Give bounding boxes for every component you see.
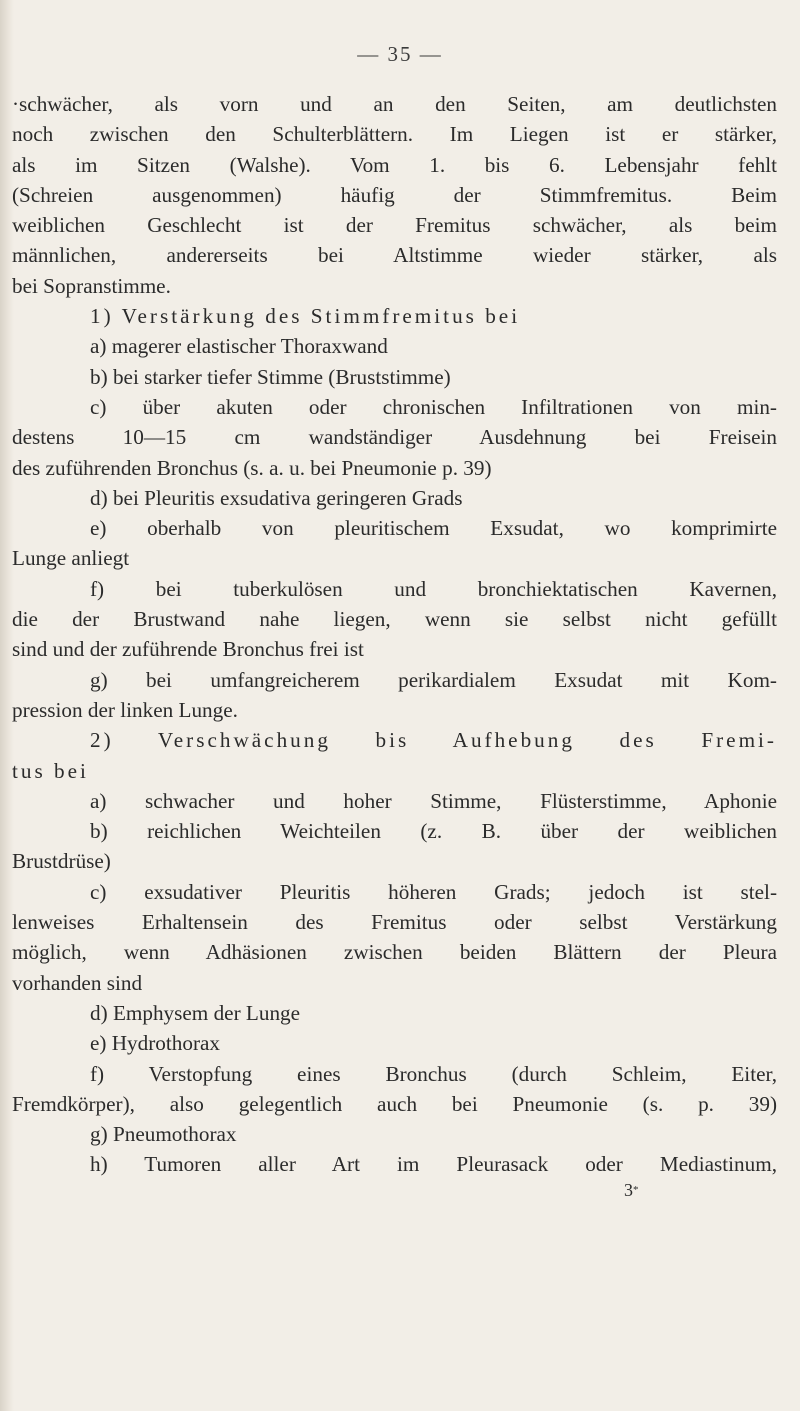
- list-item: d) Emphysem der Lunge: [90, 1000, 301, 1025]
- text-line: (Schreien ausgenommen) häufig der Stimmfremitus. Beim: [12, 182, 777, 207]
- list-item: b) reichlichen Weichteilen (z. B. über der weiblichen: [90, 819, 777, 844]
- section-heading: 1) Verstärkung des Stimmfremitus bei: [90, 304, 521, 329]
- text-line: destens 10—15 cm wandständiger Ausdehnung bei Freisein: [12, 425, 777, 450]
- list-item: f) bei tuberkulösen und bronchiektatischen Kavernen,: [90, 576, 777, 601]
- text-line: als im Sitzen (Walshe). Vom 1. bis 6. Lebensjahr fehlt: [12, 152, 777, 177]
- section-heading: 2) Verschwächung bis Aufhebung des Fremi-: [90, 728, 777, 753]
- text-line: Fremdkörper), also gelegentlich auch bei Pneumonie (s. p. 39): [12, 1091, 777, 1116]
- list-item: e) Hydrothorax: [90, 1031, 221, 1056]
- signature-asterisk: *: [633, 1183, 639, 1196]
- list-item: h) Tumoren aller Art im Pleurasack oder Mediastinum,: [90, 1152, 777, 1177]
- list-item: g) bei umfangreicherem perikardialem Exsudat mit Kom-: [90, 667, 777, 692]
- text-line: die der Brustwand nahe liegen, wenn sie selbst nicht gefüllt: [12, 607, 777, 632]
- text-line: Brustdrüse): [12, 849, 111, 874]
- text-line: pression der linken Lunge.: [12, 697, 238, 722]
- text-line: vorhanden sind: [12, 970, 143, 995]
- body-text: [12, 89, 777, 1200]
- list-item: b) bei starker tiefer Stimme (Bruststimme): [90, 364, 451, 389]
- text-line: bei Sopranstimme.: [12, 273, 171, 298]
- text-line: ·schwächer, als vorn und an den Seiten, am deutlichsten: [12, 92, 777, 116]
- signature-mark: [12, 1180, 777, 1200]
- page-number: — 35 —: [357, 42, 443, 66]
- text-line: männlichen, andererseits bei Altstimme wieder stärker, als: [12, 243, 777, 268]
- text-line: möglich, wenn Adhäsionen zwischen beiden Blättern der Pleura: [12, 940, 777, 965]
- text-line: Lunge anliegt: [12, 546, 130, 571]
- text-line: lenweises Erhaltensein des Fremitus oder selbst Verstärkung: [12, 910, 777, 935]
- text-line: des zuführenden Bronchus (s. a. u. bei Pneumonie p. 39): [12, 455, 492, 480]
- text-line: weiblichen Geschlecht ist der Fremitus schwächer, als beim: [12, 213, 777, 238]
- text-line: sind und der zuführende Bronchus frei ist: [12, 637, 364, 662]
- list-item: c) exsudativer Pleuritis höheren Grads; jedoch ist stel-: [90, 879, 777, 904]
- list-item: d) bei Pleuritis exsudativa geringeren Grads: [90, 485, 463, 510]
- list-item: a) magerer elastischer Thoraxwand: [90, 334, 388, 359]
- list-item: a) schwacher und hoher Stimme, Flüsterstimme, Aphonie: [90, 788, 777, 813]
- section-heading: tus bei: [12, 758, 89, 783]
- signature-number: 3: [624, 1179, 633, 1200]
- list-item: e) oberhalb von pleuritischem Exsudat, wo komprimirte: [90, 516, 777, 541]
- list-item: c) über akuten oder chronischen Infiltrationen von min-: [90, 394, 777, 419]
- list-item: g) Pneumothorax: [90, 1122, 237, 1147]
- text-line: noch zwischen den Schulterblättern. Im Liegen ist er stärker,: [12, 122, 777, 147]
- list-item: f) Verstopfung eines Bronchus (durch Schleim, Eiter,: [90, 1061, 777, 1086]
